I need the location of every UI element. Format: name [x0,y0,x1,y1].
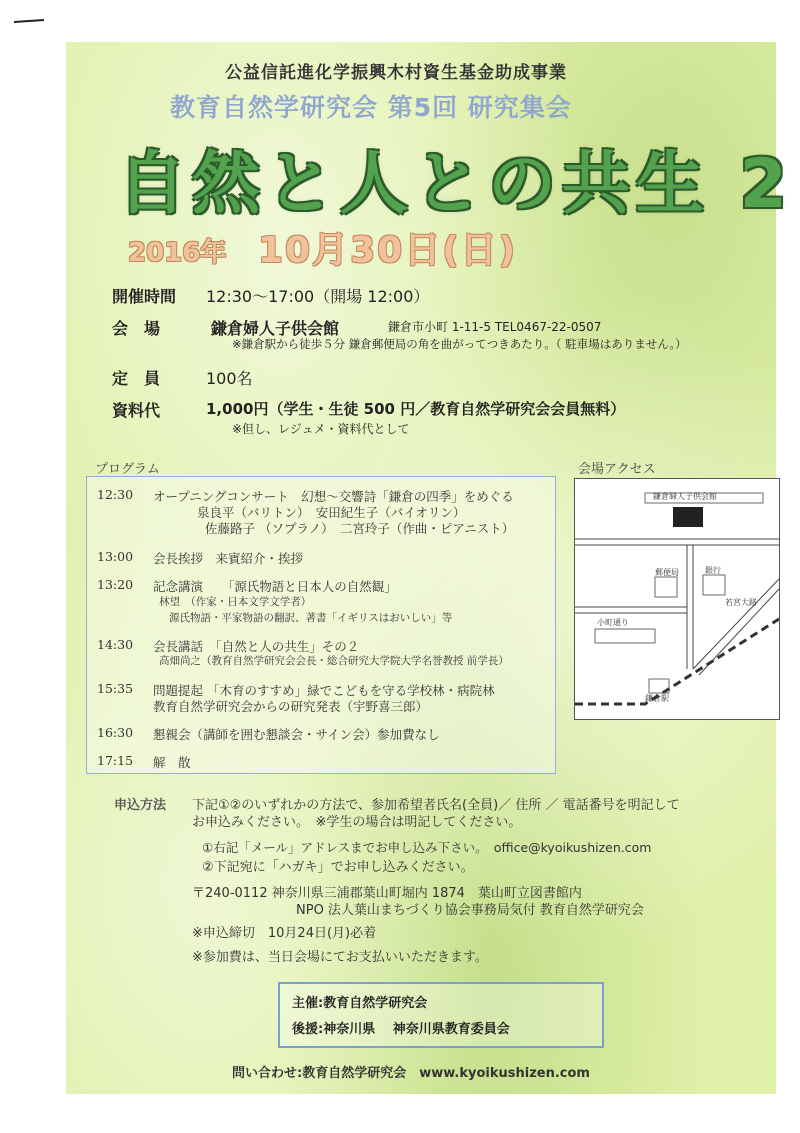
program-heading: プログラム [95,462,160,477]
program-box [86,476,556,774]
program-line: オープニングコンサート 幻想～交響詩「鎌倉の四季」をめぐる [153,489,514,504]
apply-method-email: ①右記「メール」アドレスまでお申し込み下さい。 office@kyoikushizen.com [202,840,652,855]
program-line: 林望 （作家・日本文学文学者） [159,596,312,608]
venue-building [673,507,703,527]
access-map [574,478,780,720]
main-title: 自然と人との共生 2 [118,145,793,224]
capacity-value: 100名 [206,369,253,388]
host-line: 主催:教育自然学研究会 [292,996,428,1011]
program-time: 14:30 [97,637,134,652]
program-line: 高畑尚之（教育自然学研究会会長・総合研究大学院大学名誉教授 前学長） [159,655,509,667]
payment-note: ※参加費は、当日会場にてお支払いいただきます。 [192,950,488,965]
program-line: 会長挨拶 来賓紹介・挨拶 [153,551,304,566]
venue-note: ※鎌倉駅から徒歩５分 鎌倉郵便局の角を曲がってつきあたり。（ 駐車場はありません。） [232,337,687,351]
program-time: 12:30 [97,487,134,502]
program-line: 佐藤路子 （ソプラノ） 二宮玲子（作曲・ピアニスト） [205,521,515,536]
time-value: 12:30～17:00（開場 12:00） [206,287,430,306]
program-line: 教育自然学研究会からの研究発表（宇野喜三郎） [153,699,429,714]
apply-line-1: 下記①②のいずれかの方法で、参加希望者氏名(全員)／ 住所 ／ 電話番号を明記して [192,798,680,813]
apply-method-postcard: ②下記宛に「ハガキ」でお申し込みください。 [202,860,474,875]
capacity-label: 定 員 [112,369,161,388]
program-time: 13:20 [97,577,134,592]
venue-name: 鎌倉婦人子供会館 [211,319,340,338]
event-date-day: 10月30日(日) [258,230,518,271]
map-label-venue: 鎌倉婦人子供会館 [653,492,717,501]
apply-deadline: ※申込締切 10月24日(月)必着 [192,926,377,941]
fee-label: 資料代 [112,401,161,420]
event-subtitle: 教育自然学研究会 第5回 研究集会 [170,93,572,122]
program-time: 13:00 [97,549,134,564]
time-label: 開催時間 [112,287,177,306]
program-line: 解 散 [153,755,191,770]
program-time: 16:30 [97,725,134,740]
program-line: 懇親会（講師を囲む懇談会・サイン会）参加費なし [153,727,440,742]
program-line: 会長講話 「自然と人の共生」その２ [153,639,360,654]
fee-note: ※但し、レジュメ・資料代として [232,422,410,436]
map-label-station: 鎌倉駅 [645,694,669,703]
map-label-komachi: 小町通り [597,618,629,627]
program-time: 15:35 [97,681,134,696]
apply-line-2: お申込みください。 ※学生の場合は明記してください。 [192,815,522,830]
map-label-post-office: 郵便局 [655,568,679,577]
contact-line: 問い合わせ:教育自然学研究会 www.kyoikushizen.com [232,1066,590,1081]
sponsor-line: 公益信託進化学振興木村資生基金助成事業 [225,63,567,83]
program-time: 17:15 [97,753,134,768]
access-heading: 会場アクセス [578,462,656,477]
organizers-box [278,982,604,1048]
postal-address-1: 〒240-0112 神奈川県三浦郡葉山町堀内 1874 葉山町立図書館内 [192,886,582,901]
map-label-wakamiya: 若宮大路 [725,598,757,607]
event-date-year: 2016年 [128,238,227,268]
venue-label: 会 場 [112,319,161,338]
scan-mark [14,19,44,23]
program-line: 問題提起 「木育のすすめ」緑でこどもを守る学校林・病院林 [153,683,495,698]
postal-address-2: NPO 法人葉山まちづくり協会事務局気付 教育自然学研究会 [296,903,644,918]
program-line: 泉良平（バリトン） 安田紀生子（バイオリン） [197,505,466,520]
venue-address: 鎌倉市小町 1-11-5 TEL0467-22-0507 [388,320,602,334]
program-line: 源氏物語・平家物語の翻訳、著書「イギリスはおいしい」等 [169,612,453,624]
fee-value: 1,000円（学生・生徒 500 円／教育自然学研究会会員無料） [206,400,626,418]
program-line: 記念講演 「源氏物語と日本人の自然観」 [153,579,397,594]
map-label-bank: 銀行 [705,566,721,575]
apply-label: 申込方法 [114,798,167,813]
support-line: 後援:神奈川県 神奈川県教育委員会 [292,1022,510,1037]
